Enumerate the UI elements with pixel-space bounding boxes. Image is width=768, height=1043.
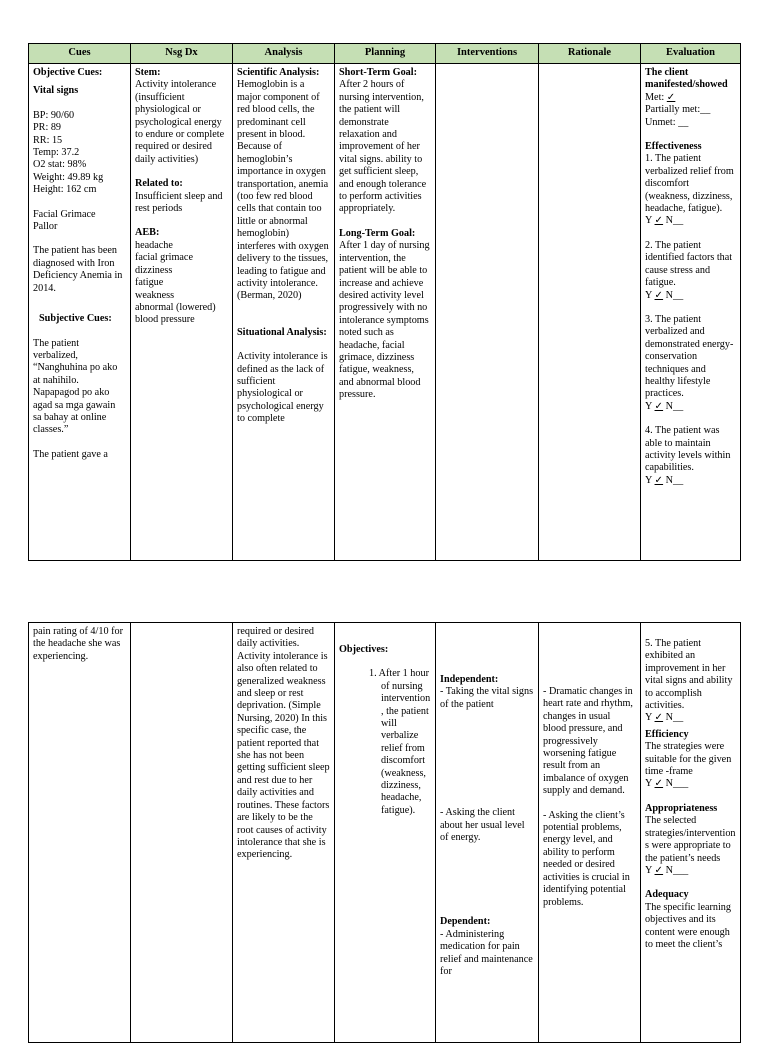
short-term-goal-text: After 2 hours of nursing intervention, the patient will demonstrate relaxation and improvement of her vital signs. ability to get sufficient sleep, and enough tolerance to perform activities appropriately. <box>339 79 427 215</box>
aeb-item: facial grimace <box>135 252 193 264</box>
yn-line: Y ✓ N__ <box>645 712 684 724</box>
eval-item-1: 1. The patient verbalized relief from discomfort (weakness, dizziness, headache, fatigue). <box>645 153 734 215</box>
cue-grimace: Facial Grimace <box>33 208 96 220</box>
eval-item-3: 3. The patient verbalized and demonstrated energy-conservation techniques and healthy lifestyle practices. <box>645 313 734 400</box>
cue-verbalized: The patient verbalized, “Nanghuhina po ako at nahihilo. Napapagod po ako agad sa mga gawain sa bahay at online classes.” <box>33 337 118 436</box>
header-nsg-dx: Nsg Dx <box>131 44 233 64</box>
header-cues: Cues <box>29 44 131 64</box>
eval-item-2: 2. The patient identified factors that cause stress and fatigue. <box>645 239 733 289</box>
related-heading: Related to: <box>135 178 183 190</box>
independent-heading: Independent: <box>440 674 499 685</box>
interventions-cell <box>436 64 539 561</box>
situational-analysis-text: Activity intolerance is defined as the lack of sufficient physiological or psychological energy to complete <box>237 351 328 425</box>
content-row <box>29 64 741 561</box>
vital-signs-heading: Vital signs <box>33 85 79 97</box>
header-evaluation: Evaluation <box>641 44 741 64</box>
eval-item-5: 5. The patient exhibited an improvement in her vital signs and ability to accomplish activities. <box>645 638 733 712</box>
nsg-dx-cell <box>131 64 233 561</box>
scientific-analysis-text: Hemoglobin is a major component of red blood cells, the predominant cell present in blood. Because of hemoglobin’s importance in oxygen transportation, anemia (too few red blood cells that contain too little or abnormal hemoglobin) interferes with oxygen delivery to the tissues, leading to fatigue and activity intolerance. (Berman, 2020) <box>237 79 329 302</box>
cue-diagnosis: The patient has been diagnosed with Iron Deficiency Anemia in 2014. <box>33 245 123 294</box>
aeb-item: weakness <box>135 289 175 301</box>
rationale-cell <box>539 623 641 1043</box>
appropriateness-heading: Appropriateness <box>645 802 718 814</box>
short-term-goal-heading: Short-Term Goal: <box>339 67 418 78</box>
effectiveness-heading: Effectiveness <box>645 141 702 153</box>
yn-line: Y ✓ N___ <box>645 778 689 790</box>
cues-cell <box>29 623 131 1043</box>
met-line: Met: ✓ <box>645 91 676 103</box>
interventions-cell <box>436 623 539 1043</box>
analysis-cell <box>233 623 335 1043</box>
aeb-heading: AEB: <box>135 227 160 239</box>
yn-line: Y ✓ N__ <box>645 400 684 412</box>
vital-temp: Temp: 37.2 <box>33 147 80 159</box>
nsg-dx-cell <box>131 623 233 1043</box>
vital-pr: PR: 89 <box>33 122 62 134</box>
check-icon: ✓ <box>654 778 664 790</box>
evaluation-heading: The client manifested/showed <box>645 67 728 91</box>
efficiency-heading: Efficiency <box>645 728 689 740</box>
planning-cell <box>335 623 436 1043</box>
rationale-item: - Asking the client’s potential problems, energy level, and ability to perform needed or desired activities is crucial in identifying potential problems. <box>543 809 630 908</box>
vital-rr: RR: 15 <box>33 134 63 146</box>
aeb-item: dizziness <box>135 264 173 276</box>
efficiency-text: The strategies were suitable for the given time -frame <box>645 741 732 778</box>
cue-pain-start: The patient gave a <box>33 448 108 460</box>
vital-weight: Weight: 49.89 kg <box>33 171 104 183</box>
appropriateness-text: The selected strategies/interventions were appropriate to the patient’s needs <box>645 815 736 864</box>
header-analysis: Analysis <box>233 44 335 64</box>
objective-cues-heading: Objective Cues: <box>33 67 103 78</box>
cue-pallor: Pallor <box>33 221 58 233</box>
related-text: Insufficient sleep and rest periods <box>135 190 223 215</box>
intervention-item: - Taking the vital signs of the patient <box>440 686 534 710</box>
header-rationale: Rationale <box>539 44 641 64</box>
stem-heading: Stem: <box>135 67 161 78</box>
stem-text: Activity intolerance (insufficient physiological or psychological energy to endure or complete required or desired daily activities) <box>135 79 225 165</box>
cue-pain-rating: pain rating of 4/10 for the headache she was experiencing. <box>33 626 123 662</box>
intervention-item: - Administering medication for pain relief and maintenance for <box>440 928 533 978</box>
situational-analysis-continued: required or desired daily activities. Activity intolerance is also often related to generalized weakness and sleep or rest deprivation. (Simple Nursing, 2020) In this specific case, the patient reported that she has not been getting sufficient sleep and rest due to her daily activities and routines. These factors are likely to be the root causes of activity intolerance that she is experiencing. <box>237 626 330 861</box>
header-interventions: Interventions <box>436 44 539 64</box>
objective-item-1: 1. After 1 hour of nursing intervention , the patient will verbalize relief from discomfort (weakness, dizziness, headache, fatigue). <box>369 668 431 816</box>
yn-line: Y ✓ N__ <box>645 289 684 301</box>
cues-cell <box>29 64 131 561</box>
header-planning: Planning <box>335 44 436 64</box>
vital-bp: BP: 90/60 <box>33 109 75 121</box>
vital-height: Height: 162 cm <box>33 184 97 196</box>
unmet-line: Unmet: __ <box>645 116 689 128</box>
subjective-cues-heading: Subjective Cues: <box>39 313 112 325</box>
yn-line: Y ✓ N__ <box>645 215 684 227</box>
evaluation-cell <box>641 623 741 1043</box>
long-term-goal-text: After 1 day of nursing intervention, the patient will be able to increase and achieve desired activity level progressively with no intolerance symptoms noted such as headache, facial grimace, dizziness fatigue, weakness, and abnormal blood pressure. <box>339 240 430 401</box>
objectives-heading: Objectives: <box>339 644 389 655</box>
vital-o2: O2 stat: 98% <box>33 159 87 171</box>
intervention-item: - Asking the client about her usual level of energy. <box>440 807 525 844</box>
check-icon: ✓ <box>654 289 664 301</box>
rationale-cell <box>539 64 641 561</box>
yn-line: Y ✓ N___ <box>645 864 689 876</box>
check-icon: ✓ <box>666 91 676 103</box>
dependent-heading: Dependent: <box>440 916 491 928</box>
aeb-item: headache <box>135 239 173 251</box>
yn-line: Y ✓ N__ <box>645 474 684 486</box>
care-plan-table-page-2 <box>28 622 741 1043</box>
adequacy-heading: Adequacy <box>645 889 689 901</box>
long-term-goal-heading: Long-Term Goal: <box>339 227 416 239</box>
planning-cell <box>335 64 436 561</box>
content-row <box>29 623 741 1043</box>
check-icon: ✓ <box>654 474 664 486</box>
situational-analysis-heading: Situational Analysis: <box>237 326 327 338</box>
check-icon: ✓ <box>654 215 664 227</box>
aeb-item: fatigue <box>135 277 164 289</box>
adequacy-text: The specific learning objectives and its content were enough to meet the client’s <box>645 901 731 950</box>
check-icon: ✓ <box>654 712 664 724</box>
header-row <box>29 44 741 64</box>
eval-item-4: 4. The patient was able to maintain activity levels within capabilities. <box>645 425 731 474</box>
rationale-item: - Dramatic changes in heart rate and rhythm, changes in usual blood pressure, and progressively worsening fatigue result from an imbalance of oxygen supply and demand. <box>543 686 633 797</box>
scientific-analysis-heading: Scientific Analysis: <box>237 67 320 78</box>
analysis-cell <box>233 64 335 561</box>
partially-met-line: Partially met:__ <box>645 104 711 116</box>
check-icon: ✓ <box>654 400 664 412</box>
evaluation-cell <box>641 64 741 561</box>
aeb-item: abnormal (lowered) blood pressure <box>135 301 216 326</box>
care-plan-table-page-1 <box>28 43 741 561</box>
check-icon: ✓ <box>654 864 664 876</box>
